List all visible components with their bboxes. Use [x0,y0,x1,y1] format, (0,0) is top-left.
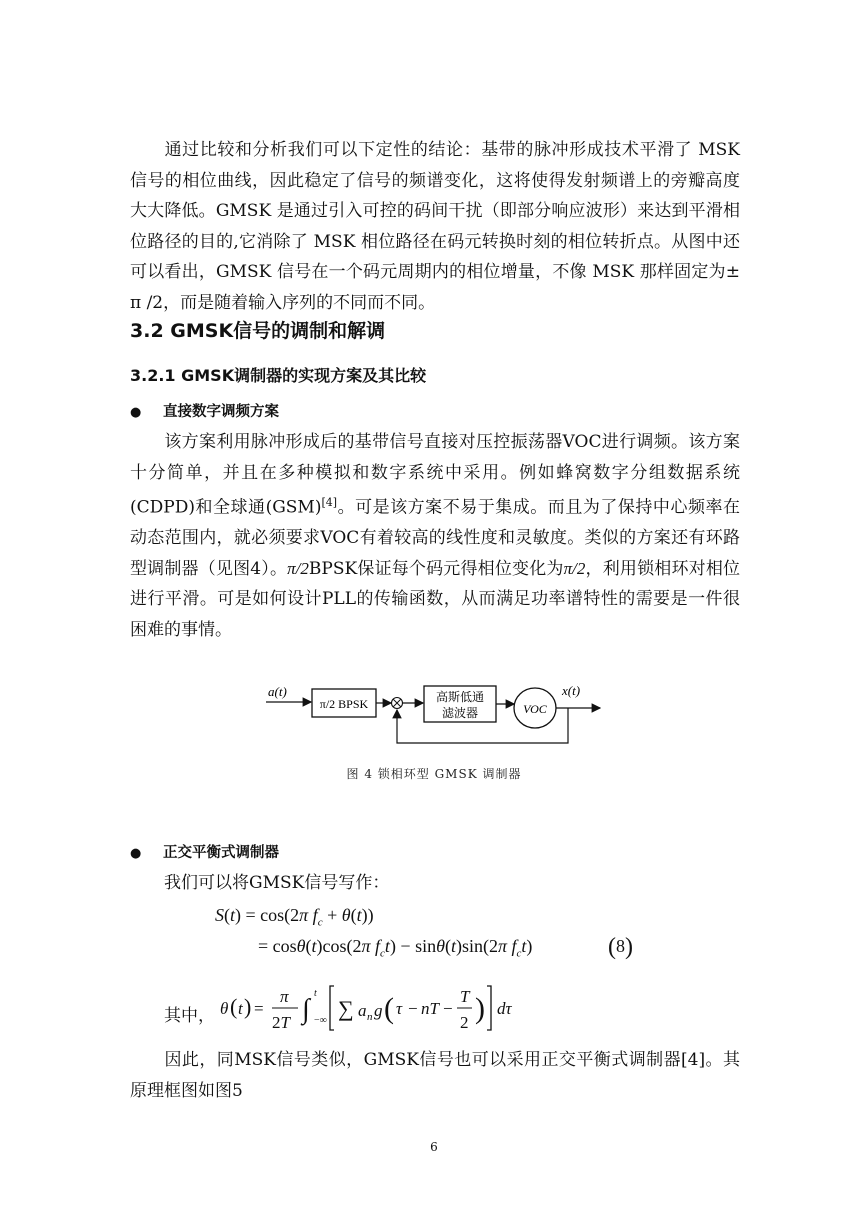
bullet-direct-fm [130,400,279,421]
filter-label-line1: 高斯低通 [435,690,485,704]
subsection-heading-3-2-1: 3.2.1 GMSK调制器的实现方案及其比较 [130,366,427,385]
paragraph-gmsk-write [130,868,740,899]
paragraph-direct-fm-text-d: ，利用锁相环对相位进行平滑。可是如何设计PLL的传输函数，从而满足功率谱特性的需要是一件很困难的事情。 [130,558,741,640]
bullet-direct-fm-label: 直接数字调频方案 [163,404,279,420]
svg-text:a: a [358,1001,367,1020]
citation-ref: [4] [321,496,338,509]
svg-text:∑: ∑ [338,996,354,1021]
svg-text:−: − [408,999,418,1018]
inline-math-pi-over-2-b: π/2 [563,558,586,578]
figure-caption: 图 4 锁相环型 GMSK 调制器 [346,767,522,781]
paragraph-direct-fm [130,427,740,645]
paragraph-gmsk-write-text: 我们可以将GMSK信号写作： [164,873,390,893]
paragraph-direct-fm-text-b: 。可是该方案不易于集成。而且为了保持中心频率在动态范围内，就必须要求VOC有着较高的线性度和灵敏度。类似的方案还有环路型调制器（见图4）。 [130,497,740,579]
paragraph-quadrature-text: 因此，同MSK信号类似，GMSK信号也可以采用正交平衡式调制器[4]。其原理框图如图5 [130,1050,740,1101]
paragraph-conclusion [130,135,740,318]
block-voc-label: VOC [523,702,547,716]
equation-8-number-text: 8 [616,936,625,956]
svg-text:2: 2 [460,1013,469,1032]
svg-text:π: π [280,987,289,1006]
input-label: a(t) [268,684,287,699]
inline-math-pi-over-2: π/2 [287,558,309,578]
block-bpsk-label: π/2 BPSK [319,697,369,711]
svg-text:nT: nT [421,999,439,1018]
svg-text:t: t [314,988,317,999]
equation-8-line2: = cosθ(t)cos(2π $f_ct) - \sin\theta(t)\sin(2\pi$ $f_ct$) [258,936,533,960]
paragraph-quadrature [130,1045,740,1106]
svg-text:(: ( [230,994,238,1019]
equation-8-line1: S(t) = cos(2π $f_c + \theta(t)$) [215,905,374,929]
paragraph-direct-fm-text-a: 该方案利用脉冲形成后的基带信号直接对压控振荡器VOC进行调频。该方案十分简单，并且在多种模拟和数字系统中采用。例如蜂窝数字分组数据系统(CDPD)和全球通(GSM) [130,432,740,518]
filter-label-line2: 滤波器 [441,706,479,720]
pll-modulator-diagram [262,682,608,750]
svg-text:t: t [238,999,243,1018]
paragraph-direct-fm-text-c: BPSK保证每个码元得相位变化为 [308,558,564,579]
theta-equation [214,978,534,1038]
svg-text:∫: ∫ [302,994,310,1025]
bullet-dot-icon: ● [130,405,142,420]
page-number: 6 [430,1140,438,1154]
output-label: x(t) [562,683,581,698]
theta-prefix: 其中， [164,1006,215,1026]
svg-text:=: = [254,999,264,1018]
svg-text:dτ: dτ [497,999,512,1018]
svg-text:): ) [475,992,485,1025]
svg-text:(: ( [384,992,394,1025]
bullet-quadrature [130,841,279,862]
svg-text:τ: τ [396,999,403,1018]
equation-8-number: (8) [608,934,633,960]
paragraph-conclusion-text: 通过比较和分析我们可以下定性的结论：基带的脉冲形成技术平滑了 MSK 信号的相位曲线，因此稳定了信号的频谱变化，这将使得发射频谱上的旁瓣高度大大降低。GMSK 是通过引入可控的码间干扰（即部分响应波形）来达到平滑相位路径的目的,它消除了 MSK 相位路径在码元转换时刻的相位转折点。从图中还可以看出，GMSK 信号在一个码元周期内的相位增量，不像 MSK 那样固定为± π /2，而是随着输入序列的不同而不同。 [130,140,740,313]
svg-text:−∞: −∞ [314,1015,327,1026]
svg-text:n: n [367,1011,373,1023]
svg-text:θ: θ [220,999,229,1018]
section-heading-3-2: 3.2 GMSK信号的调制和解调 [130,320,386,342]
bullet-dot-icon: ● [130,846,142,861]
svg-text:2T: 2T [272,1013,290,1032]
svg-text:): ) [244,994,252,1019]
svg-text:T: T [460,987,470,1006]
svg-text:g: g [374,1001,383,1020]
svg-text:−: − [443,999,453,1018]
bullet-quadrature-label: 正交平衡式调制器 [163,845,279,861]
